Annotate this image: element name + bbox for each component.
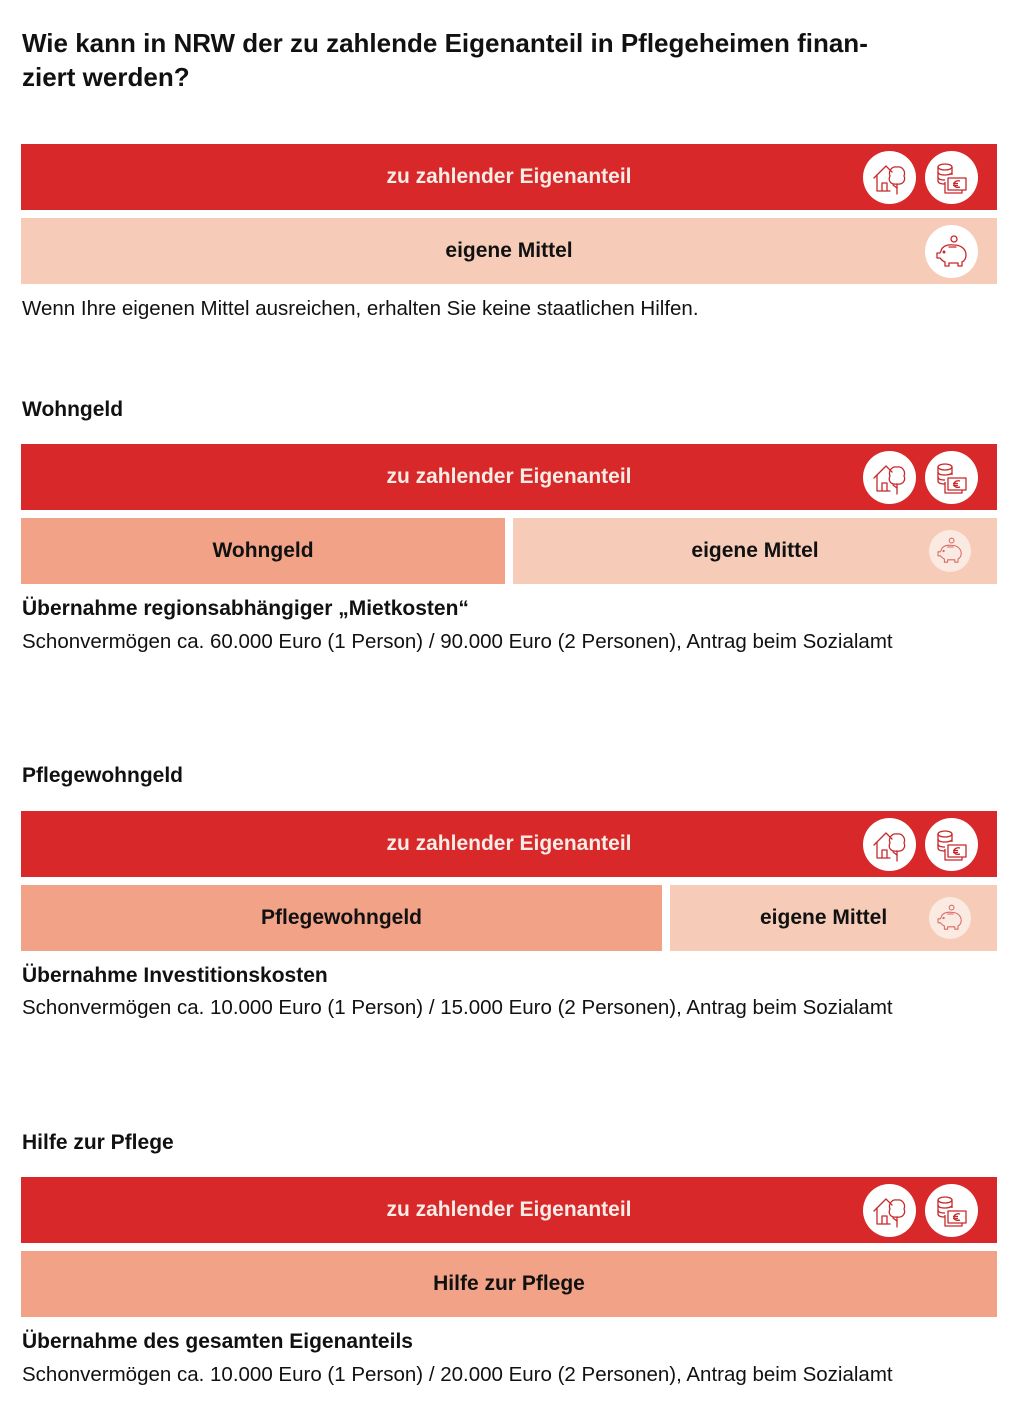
bar-label: zu zahlender Eigenanteil — [386, 832, 632, 855]
cost-icons — [863, 151, 978, 204]
bar-label: eigene Mittel — [760, 906, 888, 929]
house-tree-icon — [863, 818, 916, 871]
details-text: Schonvermögen ca. 60.000 Euro (1 Person) / 90.000 Euro (2 Personen), Antrag beim Sozialamt — [22, 630, 893, 653]
hilfe-zur-pflege-bar — [21, 1251, 997, 1317]
coverage-text: Übernahme Investitionskosten — [22, 964, 328, 987]
details-text: Schonvermögen ca. 10.000 Euro (1 Person) / 15.000 Euro (2 Personen), Antrag beim Sozialamt — [22, 996, 893, 1019]
house-tree-icon — [863, 451, 916, 504]
eigenanteil-bar — [21, 811, 997, 877]
coverage-text: Übernahme des gesamten Eigenanteils — [22, 1330, 413, 1353]
cost-icons — [863, 451, 978, 504]
own-funds-bar — [21, 218, 997, 284]
house-tree-icon — [863, 151, 916, 204]
bar-label: Pflegewohngeld — [260, 906, 422, 929]
piggy-bank-icon — [929, 530, 971, 572]
bar-label: Hilfe zur Pflege — [433, 1272, 585, 1295]
own-funds-bar — [670, 885, 997, 951]
bar-label: zu zahlender Eigenanteil — [386, 465, 632, 488]
pflegewohngeld-bar — [21, 885, 662, 951]
bar-label: Wohngeld — [212, 539, 314, 562]
details-text: Schonvermögen ca. 10.000 Euro (1 Person) / 20.000 Euro (2 Personen), Antrag beim Sozialamt — [22, 1363, 893, 1386]
eigenanteil-bar — [21, 1177, 997, 1243]
wohngeld-bar — [21, 518, 505, 584]
bar-label: eigene Mittel — [691, 539, 819, 562]
section-heading: Wohngeld — [22, 398, 124, 421]
own-funds-bar — [513, 518, 997, 584]
coins-banknote-euro-icon — [925, 451, 978, 504]
bar-label: zu zahlender Eigenanteil — [386, 165, 632, 188]
piggy-bank-icon — [929, 897, 971, 939]
bar-label: eigene Mittel — [445, 239, 573, 262]
page-title — [22, 26, 982, 94]
bar-label: zu zahlender Eigenanteil — [386, 1198, 632, 1221]
coverage-text: Übernahme regionsabhängiger „Mietkosten“ — [22, 597, 469, 620]
coins-banknote-euro-icon — [925, 818, 978, 871]
cost-icons — [863, 1184, 978, 1237]
section-heading: Hilfe zur Pflege — [22, 1131, 174, 1154]
coins-banknote-euro-icon — [925, 151, 978, 204]
piggy-bank-icon — [925, 225, 978, 278]
section-note: Wenn Ihre eigenen Mittel ausreichen, erhalten Sie keine staatlichen Hilfen. — [22, 297, 699, 320]
title-line-2: ziert werden? — [22, 62, 190, 92]
eigenanteil-bar — [21, 444, 997, 510]
title-line-1: Wie kann in NRW der zu zahlende Eigenanteil in Pflegeheimen finan- — [22, 28, 868, 58]
coins-banknote-euro-icon — [925, 1184, 978, 1237]
house-tree-icon — [863, 1184, 916, 1237]
cost-icons — [863, 818, 978, 871]
section-heading: Pflegewohngeld — [22, 764, 184, 787]
eigenanteil-bar — [21, 144, 997, 210]
